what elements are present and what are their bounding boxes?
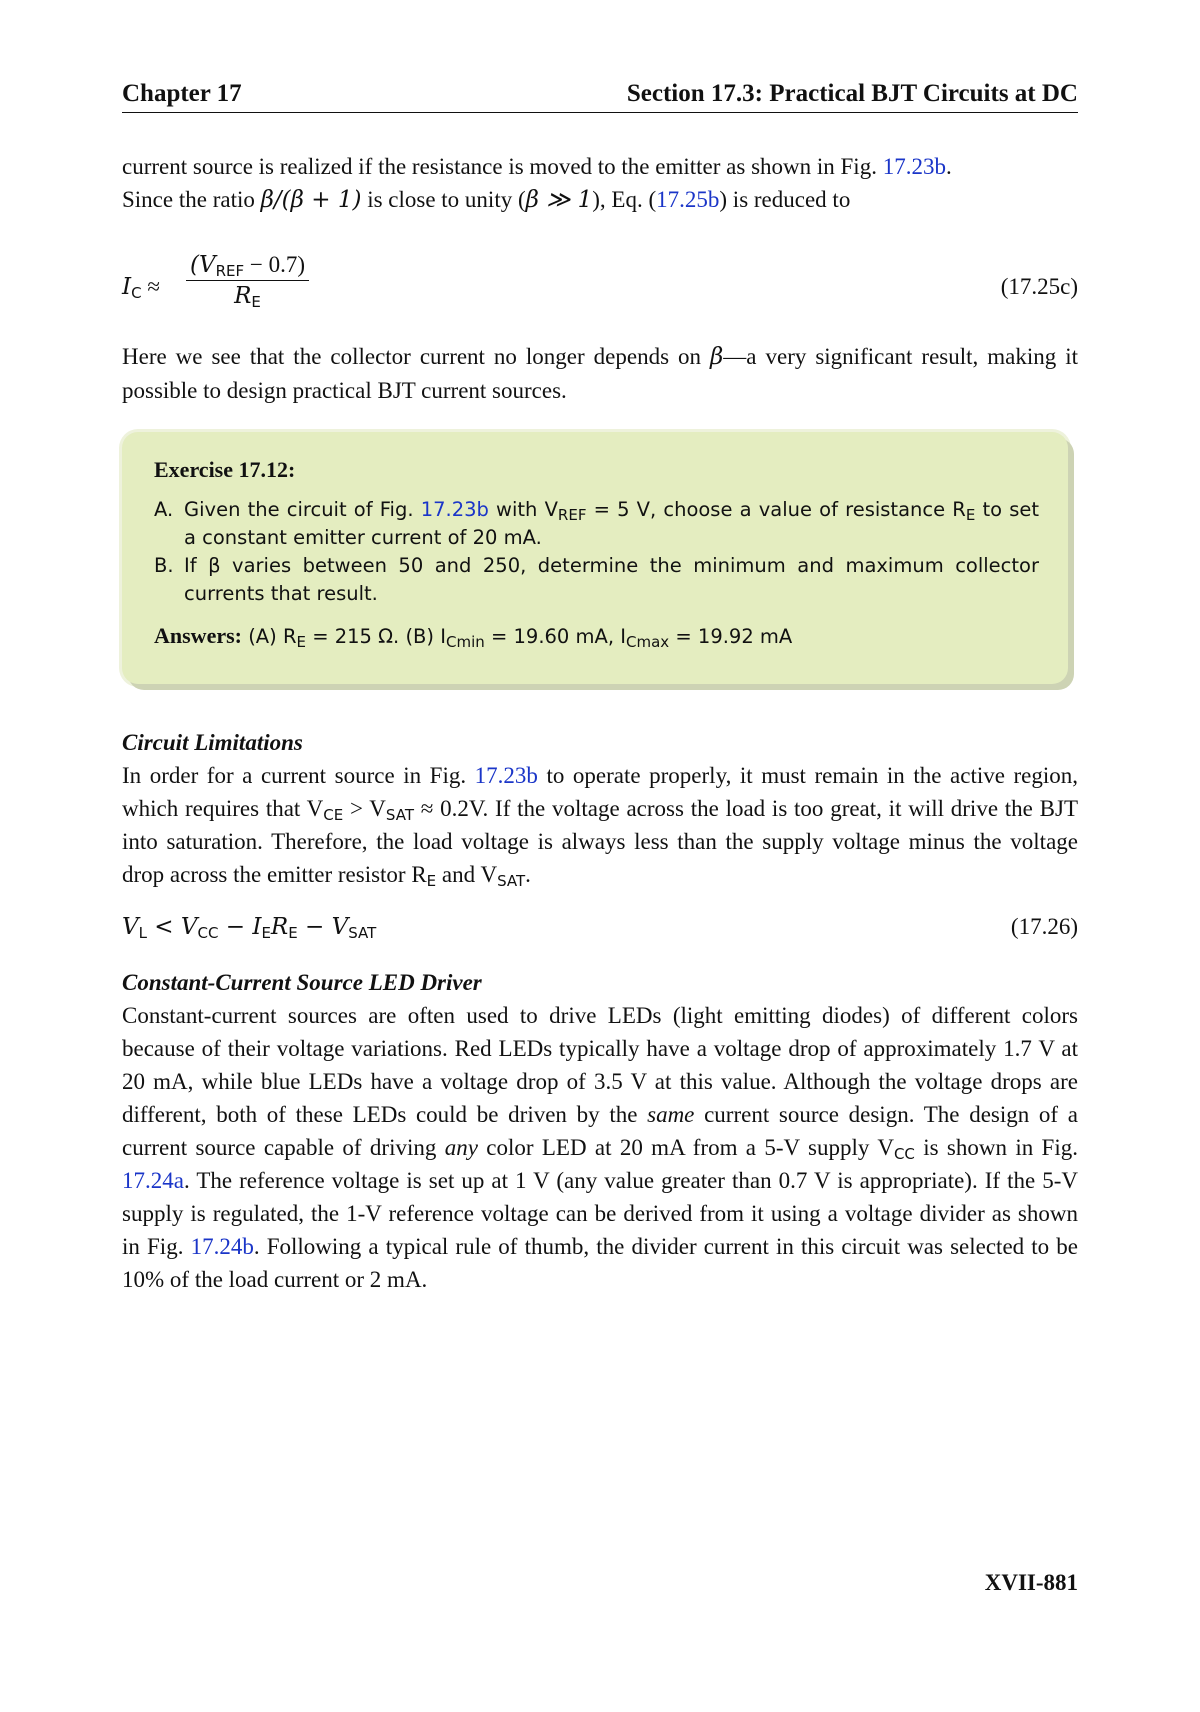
fig-link[interactable]: 17.24b (190, 1234, 254, 1259)
limitations-section: Circuit Limitations In order for a current source in Fig. 17.23b to operate properly, it must remain in the active region, which requires that $V_{CE} > V_{SAT} \approx 0.2V$. If the voltage across the load is too great, it will drive the BJT into saturation. Therefore, the load voltage is always less than the supply voltage minus the voltage drop across the emitter resistor $R_E$ and $V_{SAT}$. (122, 726, 1078, 891)
running-header (122, 78, 1078, 113)
fig-link[interactable]: 17.23b (420, 498, 489, 521)
led-driver-section: Constant-Current Source LED Driver Constant-current sources are often used to drive LEDs (light emitting diodes) of different colors because of their voltage variations. Red LEDs typically have a voltage drop of approximately 1.7 V at 20 mA, while blue LEDs have a voltage drop of 3.5 V at this value. Although the voltage drops are different, both of these LEDs could be driven by the same current source design. The design of a current source capable of driving any color LED at 20 mA from a 5-V supply $V_{CC}$ is shown in Fig. 17.24a. The reference voltage is set up at 1 V (any value greater than 0.7 V is appropriate). If the 5-V supply is regulated, the 1-V reference voltage can be derived from it using a voltage divider as shown in Fig. 17.24b. Following a typical rule of thumb, the divider current in this circuit was selected to be 10% of the load current or 2 mA. (122, 966, 1078, 1296)
fig-link[interactable]: 17.24a (122, 1168, 184, 1193)
chapter-label: Chapter 17 (122, 80, 242, 107)
section-title: Section 17.3: Practical BJT Circuits at DC (626, 80, 1078, 107)
fraction: $(V_{REF} - 0.7)$ $R_E$ (186, 252, 309, 309)
intro-paragraph: current source is realized if the resistance is moved to the emitter as shown in Fig. 17.23b. Since the ratio β/(β + 1) is close to unity (β ≫ 1), Eq. (17.25b) is reduced to (122, 154, 952, 213)
fig-link[interactable]: 17.23b (474, 763, 538, 788)
equation-number: (17.26) (1010, 914, 1078, 939)
exercise-item-b: B. If β varies between 50 and 250, determine the minimum and maximum collector currents that result. (154, 554, 1039, 605)
eq-link[interactable]: 17.25b (656, 187, 720, 212)
exercise-box (122, 432, 1068, 684)
beta-paragraph: Here we see that the collector current no longer depends on β—a very significant result, making it possible to design practical BJT current sources. (122, 344, 1078, 403)
exercise-item-a: A. Given the circuit of Fig. 17.23b with $V_{REF} = 5$ V, choose a value of resistance $R_E$ to set a constant emitter current of 20 mA. (154, 498, 1039, 549)
equation-17-26: $V_L < V_{CC} - I_ER_E - V_{SAT}$ (17.26) (122, 914, 1078, 942)
equation-number: (17.25c) (1000, 274, 1078, 299)
exercise-answers: Answers: (A) $R_E = 215$ Ω. (B) $I_{Cmin} = 19.60$ mA, $I_{Cmax} = 19.92$ mA (154, 623, 793, 651)
exercise-title: Exercise 17.12: (154, 457, 296, 482)
equation-17-25c: $I_C$ ≈ $(V_{REF} - 0.7)$ $R_E$ (17.25c) (122, 252, 1078, 311)
section-heading: Constant-Current Source LED Driver (122, 970, 482, 995)
section-heading: Circuit Limitations (122, 730, 303, 755)
page-number: XVII-881 (984, 1570, 1078, 1595)
fig-link[interactable]: 17.23b (882, 154, 946, 179)
